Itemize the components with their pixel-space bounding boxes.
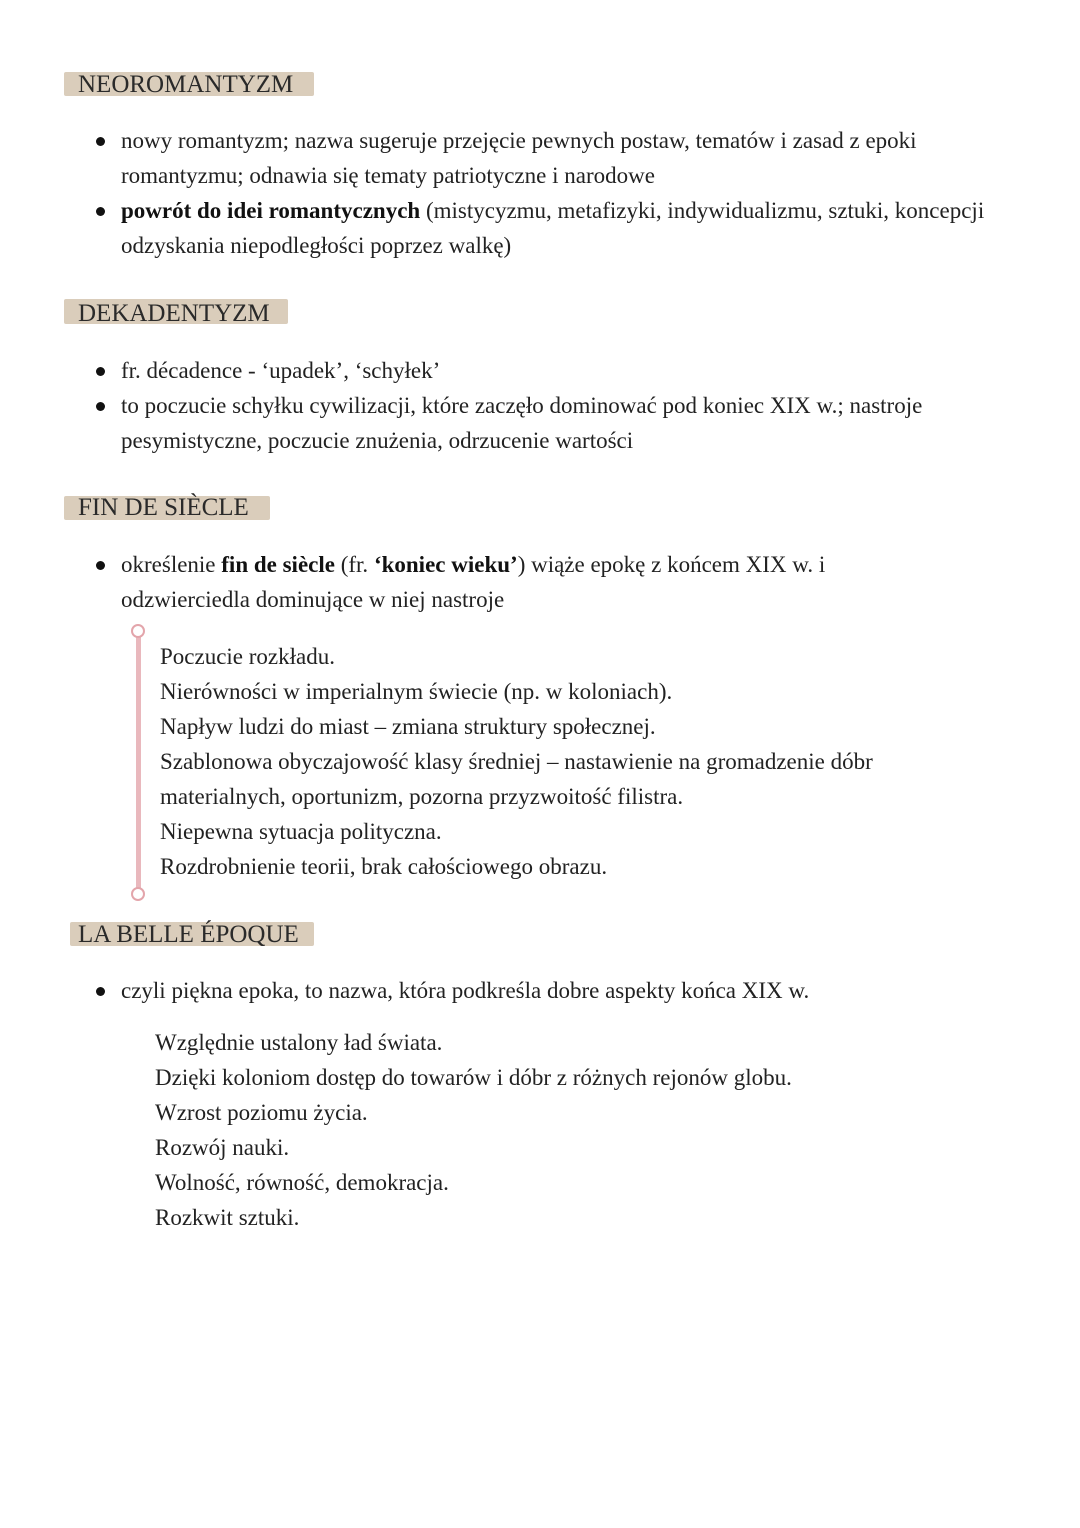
neoromantyzm-list bbox=[96, 123, 1006, 263]
timeline-end-dot bbox=[131, 887, 145, 901]
list-item: Rozwój nauki. bbox=[155, 1135, 290, 1160]
timeline-start-dot bbox=[131, 624, 145, 638]
list-item: Niepewna sytuacja polityczna. bbox=[160, 819, 442, 844]
section-heading-neoromantyzm: NEOROMANTYZM bbox=[78, 71, 294, 98]
list-item: nowy romantyzm; nazwa sugeruje przejęcie pewnych postaw, tematów i zasad z epoki romantyzmu; odnawia się tematy patriotyczne i narodowe bbox=[96, 123, 1006, 193]
section-heading-dekadentyzm: DEKADENTYZM bbox=[78, 300, 270, 327]
timeline-line bbox=[136, 635, 141, 889]
list-item: to poczucie schyłku cywilizacji, które zaczęło dominować pod koniec XIX w.; nastroje pesymistyczne, poczucie znużenia, odrzucenie wartości bbox=[96, 388, 946, 458]
list-item: Nierówności w imperialnym świecie (np. w koloniach). bbox=[160, 679, 673, 704]
list-item: Rozdrobnienie teorii, brak całościowego obrazu. bbox=[160, 854, 608, 879]
section-heading-belle-epoque: LA BELLE ÉPOQUE bbox=[78, 921, 299, 948]
list-item: Poczucie rozkładu. bbox=[160, 644, 335, 669]
dekadentyzm-list bbox=[96, 353, 946, 458]
list-item: Wolność, równość, demokracja. bbox=[155, 1170, 449, 1195]
list-item: określenie fin de siècle (fr. ‘koniec wieku’) wiąże epokę z końcem XIX w. i odzwierciedla dominujące w niej nastroje bbox=[96, 547, 926, 617]
list-item: Szablonowa obyczajowość klasy średniej – nastawienie na gromadzenie dóbr materialnych, oportunizm, pozorna przyzwoitość filistra. bbox=[160, 749, 873, 809]
list-item: fr. décadence - ‘upadek’, ‘schyłek’ bbox=[96, 353, 946, 388]
belle-epoque-items bbox=[155, 1025, 975, 1235]
list-item: Napływ ludzi do miast – zmiana struktury społecznej. bbox=[160, 714, 656, 739]
list-item: powrót do idei romantycznych (mistycyzmu, metafizyki, indywidualizmu, sztuki, koncepcji odzyskania niepodległości poprzez walkę) bbox=[96, 193, 1006, 263]
list-item: Dzięki koloniom dostęp do towarów i dóbr z różnych rejonów globu. bbox=[155, 1065, 792, 1090]
section-heading-fin-de-siecle: FIN DE SIÈCLE bbox=[78, 494, 249, 521]
belle-epoque-list bbox=[96, 973, 976, 1008]
list-item: Względnie ustalony ład świata. bbox=[155, 1030, 443, 1055]
fin-de-siecle-list bbox=[96, 547, 926, 617]
fin-de-siecle-items bbox=[160, 639, 980, 884]
list-item: Wzrost poziomu życia. bbox=[155, 1100, 368, 1125]
list-item: Rozkwit sztuki. bbox=[155, 1205, 300, 1230]
list-item: czyli piękna epoka, to nazwa, która podkreśla dobre aspekty końca XIX w. bbox=[96, 973, 976, 1008]
